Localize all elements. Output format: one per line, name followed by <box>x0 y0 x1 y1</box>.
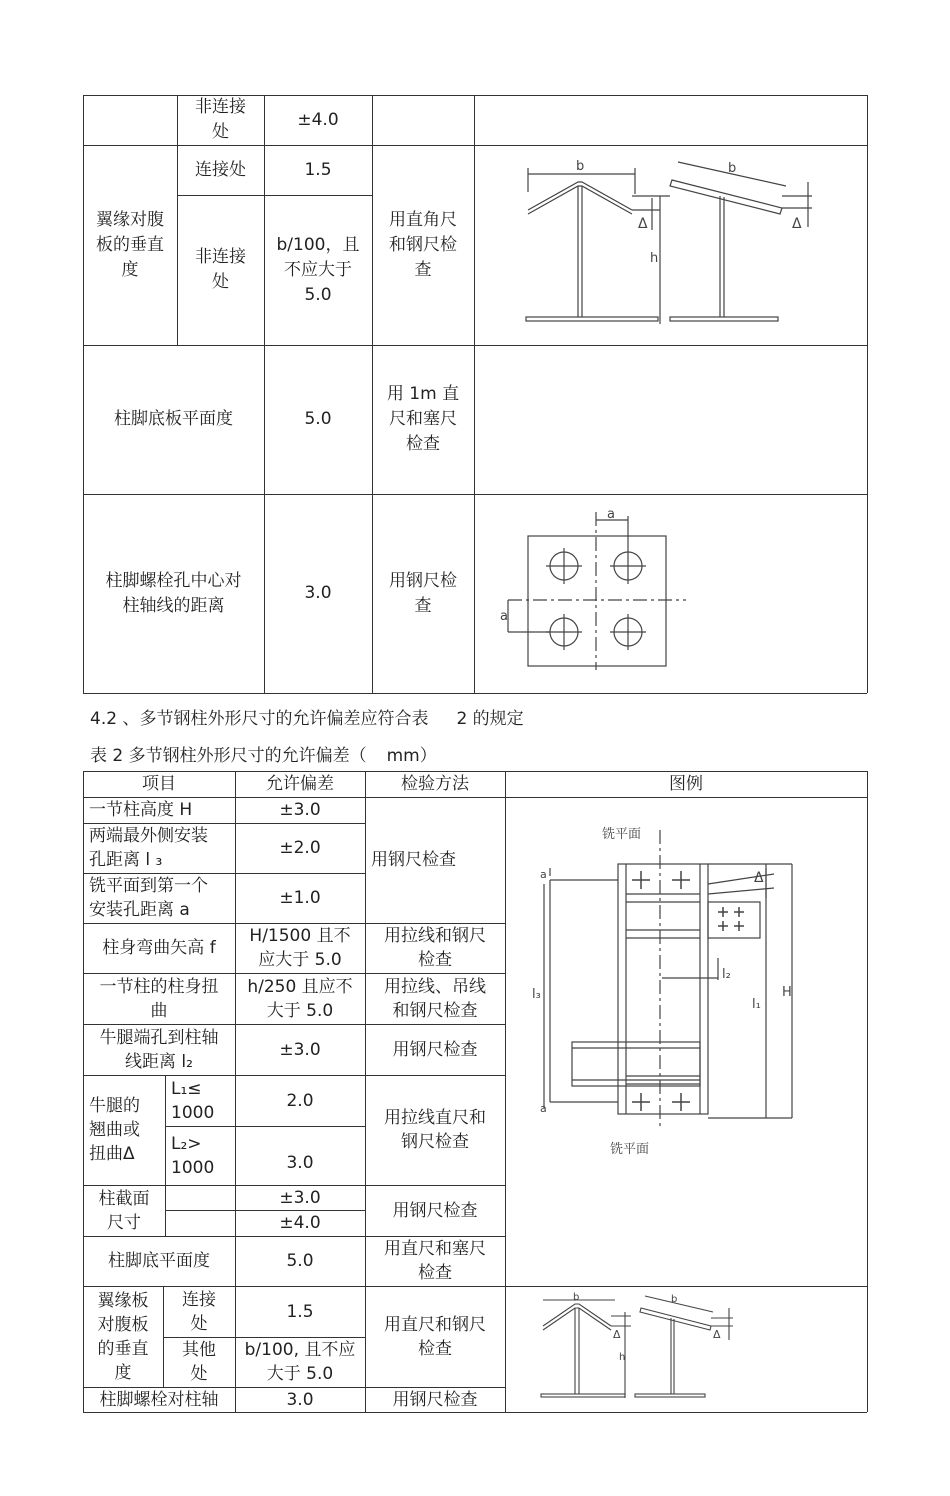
table-border <box>867 95 868 693</box>
item-cell: 柱脚螺栓对柱轴 <box>99 1389 219 1410</box>
sub-item-cell: L₁≤ 1000 <box>171 1078 215 1123</box>
tolerance-cell: h/250 且应不 大于 5.0 <box>247 976 353 1021</box>
item-cell: 牛腿端孔到柱轴 线距离 l₂ <box>99 1027 219 1072</box>
tolerance-cell: 2.0 <box>286 1090 314 1111</box>
method-cell: 用拉线、吊线 和钢尺检查 <box>384 976 486 1021</box>
tolerance-cell: ±3.0 <box>279 1187 321 1208</box>
label-b: b <box>576 159 585 174</box>
sub-item-cell: 连接 处 <box>182 1289 216 1334</box>
tolerance-cell: ±3.0 <box>279 1039 321 1060</box>
label-a: a <box>540 868 547 881</box>
tolerance-cell: ±4.0 <box>297 109 339 130</box>
tolerance-cell: b/100, 且不应 大于 5.0 <box>244 1340 356 1384</box>
item-cell: 柱脚底平面度 <box>108 1251 210 1271</box>
sub-item-cell: L₂> 1000 <box>171 1133 215 1178</box>
item-cell: 翼缘板 对腹板 的垂直 度 <box>97 1290 149 1383</box>
sub-item-cell: 连接处 <box>195 159 246 180</box>
label-l2: l₂ <box>722 967 731 982</box>
label-mill-top: 铣平面 <box>602 827 642 842</box>
label-H: H <box>782 985 792 1000</box>
tolerance-cell: 1.5 <box>304 159 332 180</box>
tolerance-cell: ±4.0 <box>279 1213 321 1233</box>
table-border <box>83 693 867 694</box>
method-cell: 用钢尺检 查 <box>389 570 457 616</box>
item-cell: 柱脚螺栓孔中心对 柱轴线的距离 <box>105 570 242 616</box>
label-l1: l₁ <box>752 997 761 1012</box>
tolerance-cell: ±3.0 <box>279 800 321 820</box>
method-cell: 用直尺和钢尺 检查 <box>384 1314 486 1359</box>
table-border <box>83 1412 867 1413</box>
label-h: h <box>619 1352 626 1363</box>
method-cell: 用钢尺检查 <box>371 850 456 870</box>
item-cell: 翼缘对腹 板的垂直 度 <box>96 209 164 280</box>
header-method: 检验方法 <box>401 774 469 794</box>
method-cell: 用钢尺检查 <box>392 1039 478 1060</box>
column-section-figure <box>530 818 810 1163</box>
tolerance-cell: 3.0 <box>286 1389 314 1410</box>
header-figure: 图例 <box>669 774 703 794</box>
paragraph-4-2: 4.2 、多节钢柱外形尺寸的允许偏差应符合表 2 的规定 <box>90 709 524 729</box>
label-delta: Δ <box>754 870 764 886</box>
item-cell: 柱截面 尺寸 <box>98 1188 150 1233</box>
label-delta: Δ <box>713 1328 721 1341</box>
label-mill-bottom: 铣平面 <box>610 1142 650 1157</box>
item-cell: 两端最外侧安装 孔距离 l ₃ <box>89 826 208 870</box>
item-cell: 一节柱高度 H <box>89 800 193 820</box>
tolerance-cell: ±2.0 <box>279 838 321 858</box>
label-h: h <box>650 251 659 266</box>
tolerance-cell: 5.0 <box>286 1251 314 1271</box>
item-cell: 牛腿的 翘曲或 扭曲Δ <box>89 1096 140 1164</box>
tolerance-cell: H/1500 且不 应大于 5.0 <box>249 926 351 970</box>
flange-perpendicularity-figure-2 <box>535 1290 755 1402</box>
method-cell: 用钢尺检查 <box>392 1200 478 1221</box>
sub-item-cell: 非连接 处 <box>195 247 246 292</box>
item-cell: 柱身弯曲矢高 f <box>102 938 216 958</box>
method-cell: 用拉线直尺和 钢尺检查 <box>384 1108 486 1152</box>
label-b: b <box>573 1292 580 1303</box>
item-cell: 一节柱的柱身扭 曲 <box>99 976 219 1021</box>
label-a: a <box>607 507 615 522</box>
method-cell: 用 1m 直 尺和塞尺 检查 <box>386 384 460 454</box>
bolt-hole-figure <box>494 502 694 672</box>
label-delta: Δ <box>792 216 802 232</box>
table-border <box>474 95 475 693</box>
tolerance-cell: 3.0 <box>304 583 332 603</box>
sub-item-cell: 其他 处 <box>182 1340 216 1384</box>
flange-perpendicularity-figure <box>520 152 820 332</box>
header-item: 项目 <box>142 774 176 794</box>
table-2-caption: 表 2 多节钢柱外形尺寸的允许偏差（ mm） <box>90 746 437 766</box>
sub-item-cell: 非连接 处 <box>195 97 246 142</box>
label-l3: l₃ <box>532 987 541 1002</box>
tolerance-cell: 1.5 <box>286 1301 314 1322</box>
item-cell: 柱脚底板平面度 <box>114 409 233 429</box>
tolerance-cell: b/100，且 不应大于 5.0 <box>276 234 360 305</box>
method-cell: 用钢尺检查 <box>392 1389 478 1410</box>
method-cell: 用直角尺 和钢尺检 查 <box>389 209 457 280</box>
method-cell: 用拉线和钢尺 检查 <box>384 926 486 970</box>
label-delta: Δ <box>638 216 648 232</box>
tolerance-cell: 3.0 <box>286 1152 314 1173</box>
label-b: b <box>671 1294 678 1305</box>
item-cell: 铣平面到第一个 安装孔距离 a <box>89 876 208 920</box>
method-cell: 用直尺和塞尺 检查 <box>384 1239 486 1283</box>
label-b: b <box>728 161 737 176</box>
label-a: a <box>540 1102 547 1115</box>
table-border <box>867 771 868 1412</box>
label-delta: Δ <box>613 1328 621 1341</box>
tolerance-cell: ±1.0 <box>279 888 321 908</box>
table-border <box>505 771 506 1412</box>
header-tolerance: 允许偏差 <box>266 774 334 794</box>
label-a: a <box>500 609 508 624</box>
tolerance-cell: 5.0 <box>304 409 332 429</box>
